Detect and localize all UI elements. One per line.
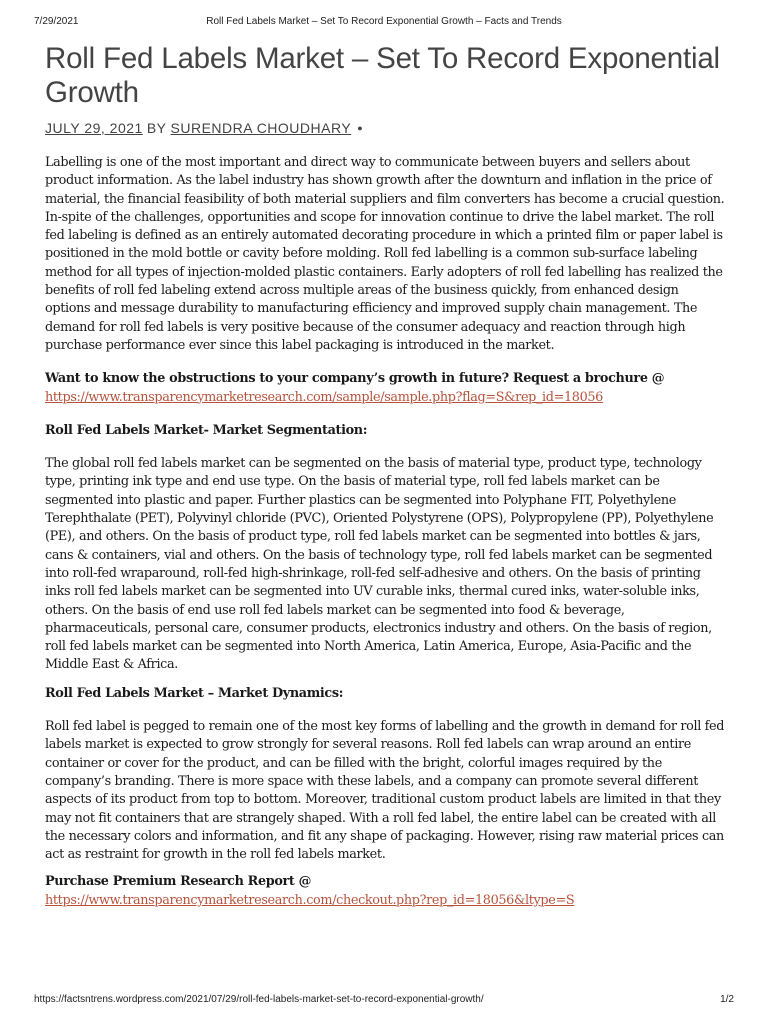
article-meta [45, 120, 727, 136]
bullet-dot-icon: ● [357, 123, 364, 133]
brochure-prompt: Want to know the obstructions to your company’s growth in future? Request a brochure @ [45, 371, 665, 387]
print-page-title: Roll Fed Labels Market – Set To Record Exponential Growth – Facts and Trends [206, 16, 562, 27]
segmentation-heading: Roll Fed Labels Market- Market Segmentation: [45, 422, 368, 438]
purchase-prompt: Purchase Premium Research Report @ [45, 874, 312, 890]
print-header [34, 16, 734, 27]
by-label: BY [146, 120, 167, 136]
post-date-link[interactable]: JULY 29, 2021 [45, 120, 143, 136]
dynamics-heading: Roll Fed Labels Market – Market Dynamics: [45, 685, 344, 701]
page-url: https://factsntrens.wordpress.com/2021/07/29/roll-fed-labels-market-set-to-record-exponential-growth/ [34, 994, 484, 1005]
page-number: 1/2 [720, 994, 734, 1005]
segmentation-paragraph: The global roll fed labels market can be segmented on the basis of material type, product type, technology type, printing ink type and end use type. On the basis of material type, roll fed labels market can be segmented into plastic and paper. Further plastics can be segmented into Polyphane FIT, Polyethylene Terephthalate (PET), Polyvinyl chloride (PVC), Oriented Polystyrene (OPS), Polypropylene (PP), Polyethylene (PE), and others. On the basis of product type, roll fed labels market can be segmented into bottles & jars, cans & containers, vial and others. On the basis of technology type, roll fed labels market can be segmented into roll-fed wraparound, roll-fed high-shrinkage, roll-fed self-adhesive and others. On the basis of printing inks roll fed labels market can be segmented into UV curable inks, thermal cured inks, water-soluble inks, others. On the basis of end use roll fed labels market can be segmented into food & beverage, pharmaceuticals, personal care, consumer products, electronics industry and others. On the basis of region, roll fed labels market can be segmented into North America, Latin America, Europe, Asia-Pacific and the Middle East & Africa. [45, 456, 714, 673]
purchase-cta [45, 873, 727, 910]
purchase-link[interactable]: https://www.transparencymarketresearch.com/checkout.php?rep_id=18056&ltype=S [45, 892, 575, 908]
article [45, 42, 727, 910]
brochure-cta [45, 370, 727, 407]
intro-paragraph: Labelling is one of the most important and direct way to communicate between buyers and sellers about product information. As the label industry has shown growth after the downturn and inflation in the price of material, the financial feasibility of both material suppliers and film converters has become a crucial question. In-spite of the challenges, opportunities and scope for innovation continue to drive the label market. The roll fed labeling is defined as an entirely automated decorating procedure in which a printed film or paper label is positioned in the mold bottle or cavity before molding. Roll fed labelling is a common sub-surface labeling method for all types of injection-molded plastic containers. Early adopters of roll fed labelling has realized the benefits of roll fed labeling extend across multiple areas of the business quickly, from enhanced design options and message durability to manufacturing efficiency and improved supply chain management. The demand for roll fed labels is very positive because of the consumer adequacy and reaction through high purchase performance ever since this label packaging is introduced in the market. [45, 155, 725, 353]
dynamics-paragraph: Roll fed label is pegged to remain one of the most key forms of labelling and the growth in demand for roll fed labels market is expected to grow strongly for several reasons. Roll fed labels can wrap around an entire container or cover for the product, and can be filled with the bright, colorful images required by the company’s branding. There is more space with these labels, and a company can promote several different aspects of its product from top to bottom. Moreover, traditional custom product labels are limited in that they may not fit containers that are strangely shaped. With a roll fed label, the entire label can be created with all the necessary colors and information, and fit any shape of packaging. However, rising raw material prices can act as restraint for growth in the roll fed labels market. [45, 719, 725, 863]
print-footer [34, 994, 734, 1005]
author-link[interactable]: SURENDRA CHOUDHARY [170, 120, 352, 136]
article-title: Roll Fed Labels Market – Set To Record Exponential Growth [45, 42, 720, 109]
article-body [45, 154, 727, 910]
print-date: 7/29/2021 [34, 16, 79, 27]
brochure-link[interactable]: https://www.transparencymarketresearch.com/sample/sample.php?flag=S&rep_id=18056 [45, 389, 603, 405]
